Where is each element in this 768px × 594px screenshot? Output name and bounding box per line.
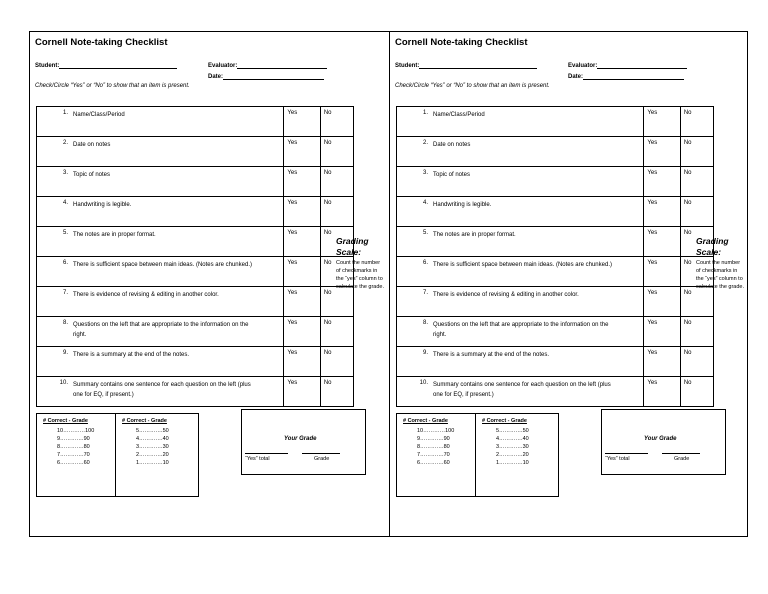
checklist-item [397, 317, 644, 347]
scale-header: # Correct - Grade [122, 418, 167, 424]
item-number: 5. [62, 230, 68, 236]
checklist-item [37, 107, 284, 137]
checklist-row [397, 257, 714, 287]
checklist-item [37, 257, 284, 287]
item-text: Name/Class/Period [433, 112, 485, 118]
checklist-row [37, 137, 354, 167]
yes-option[interactable]: Yes [644, 227, 680, 257]
evaluator-label: Evaluator: [568, 63, 598, 69]
scale-row: 10…………100 [417, 428, 455, 434]
scale-row: 1………….10 [496, 460, 529, 466]
scale-row: 2………….20 [496, 452, 529, 458]
grade-line [662, 453, 700, 454]
date-line [223, 73, 324, 80]
instructions: Check/Circle “Yes” or “No” to show that an item is present. [35, 83, 190, 89]
no-option[interactable]: No [680, 377, 713, 407]
checklist-right [389, 31, 749, 537]
checklist-item [37, 287, 284, 317]
checklist-item [37, 347, 284, 377]
checklist-item [397, 167, 644, 197]
checklist-table [396, 106, 714, 407]
scale-header: # Correct - Grade [43, 418, 88, 424]
item-number: 7. [62, 290, 68, 296]
no-option[interactable]: No [680, 317, 713, 347]
no-option[interactable]: No [320, 347, 353, 377]
item-number: 5. [422, 230, 428, 236]
item-number: 9. [422, 350, 428, 356]
no-option[interactable]: No [320, 257, 353, 287]
checklist-row [37, 167, 354, 197]
checklist-row [37, 347, 354, 377]
item-text: Summary contains one sentence for each question on the left (plus one for EQ, if present.) [73, 382, 251, 398]
item-text: Topic of notes [433, 172, 471, 178]
yes-total-line [605, 453, 648, 454]
grading-description: Count the number of checkmarks in the “yes” column to calculate the grade. [696, 260, 745, 290]
yes-option[interactable]: Yes [644, 317, 680, 347]
item-text: Date on notes [73, 142, 111, 148]
evaluator-label: Evaluator: [208, 63, 238, 69]
checklist-item [37, 227, 284, 257]
checklist-item [37, 197, 284, 227]
yes-option[interactable]: Yes [644, 377, 680, 407]
scale-box-low [115, 413, 199, 497]
scale-row: 3………….30 [496, 444, 529, 450]
yes-total-caption: “Yes” total [245, 456, 270, 462]
date-label: Date: [568, 74, 584, 80]
no-option[interactable]: No [680, 287, 713, 317]
instructions: Check/Circle “Yes” or “No” to show that an item is present. [395, 83, 550, 89]
date-field[interactable] [208, 73, 324, 80]
no-option[interactable]: No [320, 317, 353, 347]
item-number: 4. [62, 200, 68, 206]
checklist-item [37, 317, 284, 347]
yes-option[interactable]: Yes [284, 347, 320, 377]
student-label: Student: [35, 63, 60, 69]
item-number: 8. [62, 320, 68, 326]
item-text: Questions on the left that are appropriate to the information on the right. [433, 322, 609, 338]
item-number: 6. [62, 260, 68, 266]
checklist-item [397, 257, 644, 287]
no-option[interactable]: No [680, 107, 713, 137]
yes-option[interactable]: Yes [644, 197, 680, 227]
scale-row: 7………….70 [417, 452, 450, 458]
scale-row: 6………….60 [417, 460, 450, 466]
yes-option[interactable]: Yes [284, 257, 320, 287]
scale-header: # Correct - Grade [482, 418, 527, 424]
item-number: 6. [422, 260, 428, 266]
sheet-title: Cornell Note-taking Checklist [35, 37, 168, 48]
no-option[interactable]: No [680, 257, 713, 287]
item-number: 2. [62, 140, 68, 146]
scale-row: 8………….80 [57, 444, 90, 450]
no-option[interactable]: No [320, 197, 353, 227]
checklist-row [37, 197, 354, 227]
checklist-left [29, 31, 389, 537]
yes-option[interactable]: Yes [284, 197, 320, 227]
grade-caption: Grade [674, 456, 690, 462]
checklist-row [37, 257, 354, 287]
item-text: Topic of notes [73, 172, 111, 178]
scale-row: 5………….50 [136, 428, 169, 434]
checklist-row [397, 287, 714, 317]
checklist-row [37, 227, 354, 257]
item-number: 3. [422, 170, 428, 176]
grading-description: Count the number of checkmarks in the “yes” column to calculate the grade. [336, 260, 385, 290]
grading-title: Grading Scale: [696, 236, 729, 257]
checklist-row [37, 317, 354, 347]
yes-option[interactable]: Yes [284, 317, 320, 347]
student-label: Student: [395, 63, 420, 69]
scale-row: 8………….80 [417, 444, 450, 450]
checklist-item [397, 227, 644, 257]
yes-option[interactable]: Yes [284, 137, 320, 167]
evaluator-field[interactable] [208, 62, 327, 69]
sheet-title: Cornell Note-taking Checklist [395, 37, 528, 48]
checklist-item [397, 107, 644, 137]
item-text: There is sufficient space between main ideas. (Notes are chunked.) [433, 262, 612, 268]
item-number: 10. [419, 380, 428, 386]
checklist-row [397, 347, 714, 377]
evaluator-field[interactable] [568, 62, 687, 69]
date-line [583, 73, 684, 80]
yes-option[interactable]: Yes [284, 167, 320, 197]
scale-row: 2………….20 [136, 452, 169, 458]
student-field[interactable] [395, 62, 537, 69]
student-line [59, 62, 177, 69]
yes-option[interactable]: Yes [644, 107, 680, 137]
checklist-item [37, 137, 284, 167]
item-text: There is a summary at the end of the notes. [433, 352, 550, 358]
item-text: Handwriting is legible. [73, 202, 132, 208]
checklist-row [37, 377, 354, 407]
date-label: Date: [208, 74, 224, 80]
scale-row: 4………….40 [136, 436, 169, 442]
checklist-item [397, 197, 644, 227]
checklist-item [37, 167, 284, 197]
scale-box-high [36, 413, 116, 497]
no-option[interactable]: No [320, 377, 353, 407]
item-text: Date on notes [433, 142, 471, 148]
yes-option[interactable]: Yes [644, 167, 680, 197]
item-text: There is evidence of revising & editing in another color. [433, 292, 579, 298]
checklist-row [37, 107, 354, 137]
item-number: 3. [62, 170, 68, 176]
item-number: 4. [422, 200, 428, 206]
student-field[interactable] [35, 62, 177, 69]
checklist-table [36, 106, 354, 407]
checklist-row [37, 287, 354, 317]
no-option[interactable]: No [320, 227, 353, 257]
scale-header: # Correct - Grade [403, 418, 448, 424]
your-grade-box[interactable] [241, 409, 366, 475]
no-option[interactable]: No [320, 137, 353, 167]
checklist-item [397, 347, 644, 377]
item-text: There is evidence of revising & editing in another color. [73, 292, 219, 298]
item-text: Name/Class/Period [73, 112, 125, 118]
grading-scale-note [696, 236, 744, 291]
yes-total-caption: “Yes” total [605, 456, 630, 462]
no-option[interactable]: No [320, 167, 353, 197]
checklist-row [397, 377, 714, 407]
evaluator-line [597, 62, 687, 69]
yes-option[interactable]: Yes [284, 287, 320, 317]
yes-option[interactable]: Yes [284, 107, 320, 137]
evaluator-line [237, 62, 327, 69]
no-option[interactable]: No [680, 167, 713, 197]
no-option[interactable]: No [320, 287, 353, 317]
no-option[interactable]: No [680, 137, 713, 167]
no-option[interactable]: No [680, 227, 713, 257]
no-option[interactable]: No [320, 107, 353, 137]
item-number: 1. [422, 110, 428, 116]
item-number: 7. [422, 290, 428, 296]
scale-row: 10…………100 [57, 428, 95, 434]
grade-line [302, 453, 340, 454]
scale-box-high [396, 413, 476, 497]
your-grade-box[interactable] [601, 409, 726, 475]
item-text: Handwriting is legible. [433, 202, 492, 208]
scale-row: 6………….60 [57, 460, 90, 466]
item-text: Questions on the left that are appropriate to the information on the right. [73, 322, 249, 338]
checklist-row [397, 167, 714, 197]
no-option[interactable]: No [680, 197, 713, 227]
item-text: The notes are in proper format. [73, 232, 156, 238]
scale-row: 9………….90 [57, 436, 90, 442]
no-option[interactable]: No [680, 347, 713, 377]
checklist-item [37, 377, 284, 407]
scale-row: 4………….40 [496, 436, 529, 442]
item-number: 8. [422, 320, 428, 326]
grading-scale-note [336, 236, 384, 291]
yes-total-line [245, 453, 288, 454]
yes-option[interactable]: Yes [644, 257, 680, 287]
item-text: There is a summary at the end of the notes. [73, 352, 190, 358]
checklist-item [397, 377, 644, 407]
student-line [419, 62, 537, 69]
item-text: Summary contains one sentence for each question on the left (plus one for EQ, if present.) [433, 382, 611, 398]
scale-box-low [475, 413, 559, 497]
scale-row: 9………….90 [417, 436, 450, 442]
checklist-row [397, 317, 714, 347]
checklist-row [397, 227, 714, 257]
yes-option[interactable]: Yes [284, 377, 320, 407]
scale-row: 1………….10 [136, 460, 169, 466]
checklist-row [397, 107, 714, 137]
date-field[interactable] [568, 73, 684, 80]
checklist-row [397, 137, 714, 167]
checklist-item [397, 287, 644, 317]
scale-row: 3………….30 [136, 444, 169, 450]
your-grade-label: Your Grade [284, 436, 317, 442]
item-number: 9. [62, 350, 68, 356]
item-text: There is sufficient space between main ideas. (Notes are chunked.) [73, 262, 252, 268]
yes-option[interactable]: Yes [644, 347, 680, 377]
yes-option[interactable]: Yes [644, 287, 680, 317]
checklist-item [397, 137, 644, 167]
grading-title: Grading Scale: [336, 236, 369, 257]
scale-row: 5………….50 [496, 428, 529, 434]
your-grade-label: Your Grade [644, 436, 677, 442]
item-number: 2. [422, 140, 428, 146]
yes-option[interactable]: Yes [284, 227, 320, 257]
checklist-row [397, 197, 714, 227]
item-text: The notes are in proper format. [433, 232, 516, 238]
grade-caption: Grade [314, 456, 330, 462]
scale-row: 7………….70 [57, 452, 90, 458]
item-number: 1. [62, 110, 68, 116]
yes-option[interactable]: Yes [644, 137, 680, 167]
item-number: 10. [59, 380, 68, 386]
